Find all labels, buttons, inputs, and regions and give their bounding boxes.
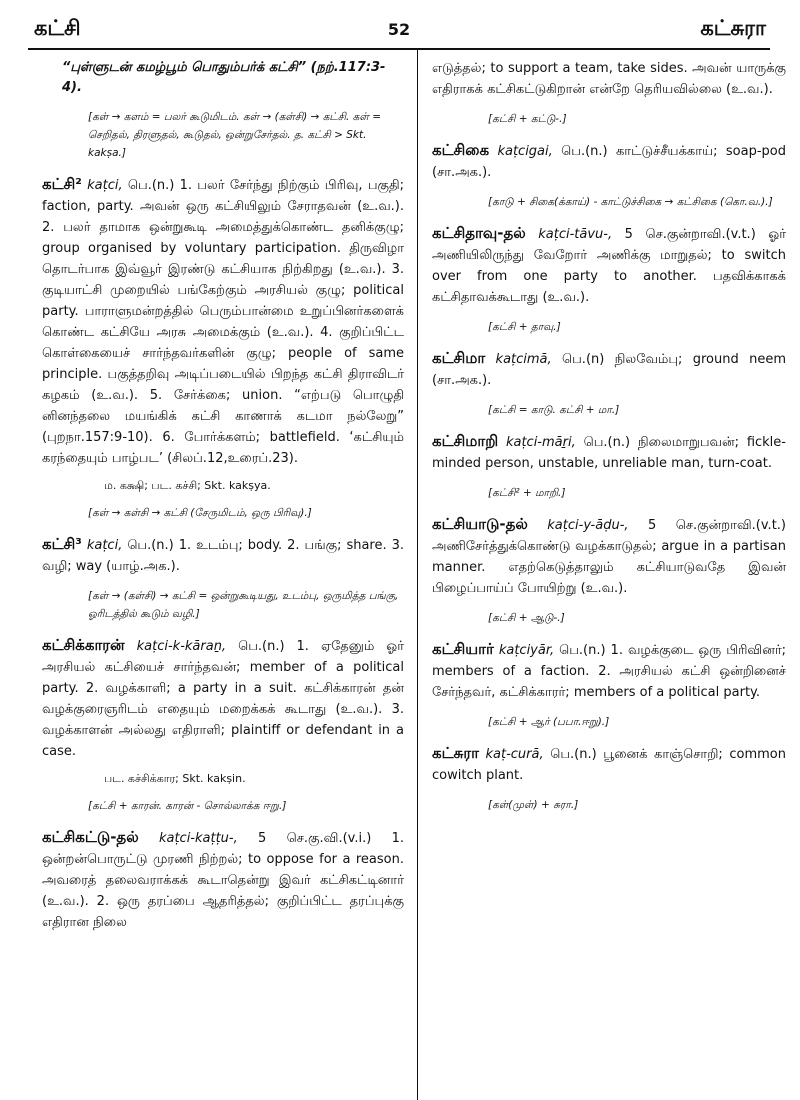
etymology-note: [கட்சி + ஆர் (பபா.ஈறு).]: [488, 716, 610, 728]
dictionary-entry: [432, 639, 786, 703]
etymology-note: [கள் → (கள்சி) → கட்சி = ஒன்றுகூடியது, உடம்பு, ஒருமித்த பங்கு, ஓரிடத்தில் கூடும் வழி.]: [88, 590, 399, 620]
etymology-note: [கட்சி + தாவு.]: [488, 321, 561, 333]
definition: பெ.(n.) காட்டுச்சீயக்காய்; soap-pod (சா.அக.).: [432, 144, 786, 180]
etymology-note: [கட்சி = காடு. கட்சி + மா.]: [488, 404, 620, 416]
etymology-note: [கட்சி + காரன். காரன் - சொல்லாக்க ஈறு.]: [88, 800, 287, 812]
definition: 5 செ.கு.வி.(v.i.) 1. ஒன்றன்பொருட்டு முரணி நிற்றல்; to oppose for a reason. அவரைத் தலைவராக்கக் கூடாதென்று இவர் கட்சிகட்டினார் (உ.வ.). 2. ஒரு தரப்பை ஆதரித்தல்; குறிப்பிட்ட தரப்புக்கு எதிரான நிலை: [42, 831, 404, 930]
definition: 5 செ.குன்றாவி.(v.t.) ஓர் அணியிலிருந்து வேறோர் அணிக்கு மாறுதல்; to switch over from one party to another. பதவிக்காகக் கட்சிதாவக்கூடாது (உ.வ.).: [432, 227, 786, 305]
dictionary-entry: [432, 140, 786, 183]
dictionary-entry: [42, 635, 404, 762]
headword: கட்சி³: [42, 535, 82, 553]
transliteration: kaṭci,: [86, 538, 123, 553]
headword: கட்சியார்: [432, 640, 494, 658]
dictionary-entry: [42, 534, 404, 577]
headword: கட்சிக்காரன்: [42, 636, 125, 654]
entry-continuation: எடுத்தல்; to support a team, take sides. அவன் யாருக்கு எதிராகக் கட்சிகட்டுகிறான் என்றே தெரியவில்லை (உ.வ.).: [432, 61, 786, 97]
headword: கட்சி²: [42, 175, 82, 193]
headword: கட்சியாடு-தல்: [432, 515, 528, 533]
cognates: ம. கக்ஷி; பட. கச்சி; Skt. kakṣya.: [104, 479, 271, 492]
definition: பெ.(n.) 1. வழக்குடை ஒரு பிரிவினர்; members of a faction. 2. அரசியல் கட்சி ஒன்றினைச் சேர்ந்தவர், கட்சிக்காரர்; members of a political party.: [432, 643, 786, 700]
etymology-note: [கட்சி + ஆடு-.]: [488, 612, 565, 624]
cognates: பட. கச்சிக்கார; Skt. kakṣin.: [104, 772, 246, 785]
page-number: 52: [387, 20, 411, 39]
dictionary-entry: [432, 223, 786, 308]
definition: பெ.(n) நிலவேம்பு; ground neem (சா.அக.).: [432, 352, 786, 388]
citation-quote: “புள்ளுடன் கமழ்பூம் பொதும்பர்க் கட்சி” (நற்.117:3-4).: [62, 60, 386, 95]
dictionary-entry: [42, 827, 404, 933]
headword: கட்சிகை: [432, 141, 490, 159]
transliteration: kaṭ-curā,: [485, 747, 544, 762]
definition: பெ.(n.) 1. பலர் சேர்ந்து நிற்கும் பிரிவு, பகுதி; faction, party. அவன் ஒரு கட்சியிலும் சேராதவன் (உ.வ.). 2. பலர் தாமாக ஒன்றுகூடி அமைத்துக்கொண்ட தனிக்குழு; group organised by voluntary participation. திருவிழா தொடர்பாக இவ்வூர் இரண்டு கட்சியாக நிற்கிறது (உ.வ.). 3. குடியாட்சி முறையில் பங்கேற்கும் அரசியல் குழு; political party. பாராளுமன்றத்தில் பெரும்பான்மை உறுப்பினர்களைக் கொண்ட கட்சியே அரசு அமைக்கும் (உ.வ.). 4. குறிப்பிட்ட கொள்கையைச் சார்ந்தவர்களின் குழு; people of same principle. பகுத்தறிவு அடிப்படையில் பிறந்த கட்சி திராவிடர் கழகம் (உ.வ.). 5. சேர்க்கை; union. “எற்படு பொழுதி னினந்தலை மயங்கிக் கட்சி காணாக் கடமா நல்லேறு” (புறநா.157:9-10). 6. போர்க்களம்; battlefield. ‘கட்சியும் கரந்தையும் பாழ்பட’ (சிலப்.12,உரைப்.23).: [42, 178, 404, 466]
dictionary-entry: [432, 348, 786, 391]
right-column: [432, 58, 786, 1094]
definition: பெ.(n.) 1. ஏதேனும் ஓர் அரசியல் கட்சியைச் சார்ந்தவன்; member of a political party. 2. வழக்காளி; a party in a suit. கட்சிக்காரன் தன் வழக்குரைஞரிடம் எதையும் மறைக்கக் கூடாது (உ.வ.). 3. வழக்காளன் அல்லது எதிராளி; plaintiff or defendant in a case.: [42, 639, 404, 759]
column-divider: [417, 50, 418, 1100]
page-header: [28, 8, 770, 50]
transliteration: kaṭci,: [87, 178, 123, 193]
transliteration: kaṭci-māṟi,: [505, 435, 576, 450]
transliteration: kaṭci-k-kāraṉ,: [136, 639, 227, 654]
definition: பெ.(n.) பூனைக் காஞ்சொறி; common cowitch plant.: [432, 747, 786, 783]
etymology-note: [கள் → கள்சி → கட்சி (சேருமிடம், ஒரு பிரிவு).]: [88, 507, 312, 519]
running-head-left: கட்சி: [34, 16, 81, 40]
headword: கட்சிதாவு-தல்: [432, 224, 526, 242]
dictionary-entry: [432, 431, 786, 474]
dictionary-entry: [42, 174, 404, 469]
transliteration: kaṭci-tāvu-,: [538, 227, 613, 242]
etymology-note: [கள்(முள்) + சுரா.]: [488, 799, 579, 811]
headword: கட்சிமா: [432, 349, 486, 367]
dictionary-entry: [432, 743, 786, 786]
transliteration: kaṭci-kaṭṭu-,: [158, 831, 238, 846]
transliteration: kaṭcimā,: [495, 352, 552, 367]
etymology-note: [கட்சி + கட்டு-.]: [488, 113, 567, 125]
etymology-note: [கட்சி² + மாறி.]: [488, 487, 566, 499]
running-head-right: கட்சுரா: [700, 16, 766, 40]
headword: கட்சிமாறி: [432, 432, 499, 450]
definition: பெ.(n.) நிலைமாறுபவன்; fickle-minded person, unstable, unreliable man, turn-coat.: [432, 435, 786, 471]
headword: கட்சுரா: [432, 744, 479, 762]
definition: 5 செ.குன்றாவி.(v.t.) அணிசேர்த்துக்கொண்டு வழக்காடுதல்; argue in a partisan manner. எதற்கெடுத்தாலும் கட்சியாடுவதே இவன் பிழைப்பாய்ப் போயிற்று (உ.வ.).: [432, 518, 786, 596]
transliteration: kaṭci-y-āḍu-,: [547, 518, 629, 533]
dictionary-entry: [432, 514, 786, 599]
transliteration: kaṭciyār,: [498, 643, 555, 658]
definition: பெ.(n.) 1. உடம்பு; body. 2. பங்கு; share. 3. வழி; way (யாழ்.அக.).: [42, 538, 404, 574]
headword: கட்சிகட்டு-தல்: [42, 828, 139, 846]
etymology-note: [காடு + சிகை(க்காய்) - காட்டுச்சிகை → கட்சிகை (கொ.வ.).]: [488, 196, 773, 208]
left-column: [42, 58, 404, 1094]
transliteration: kaṭcigai,: [497, 144, 553, 159]
etymology-note: [கள் → களம் = பலர் கூடுமிடம். கள் → (கள்சி) → கட்சி. கள் = செறிதல், திரளுதல், கூடுதல், ஒன்றுசேர்தல். த. கட்சி > Skt. kakṣa.]: [88, 111, 381, 159]
